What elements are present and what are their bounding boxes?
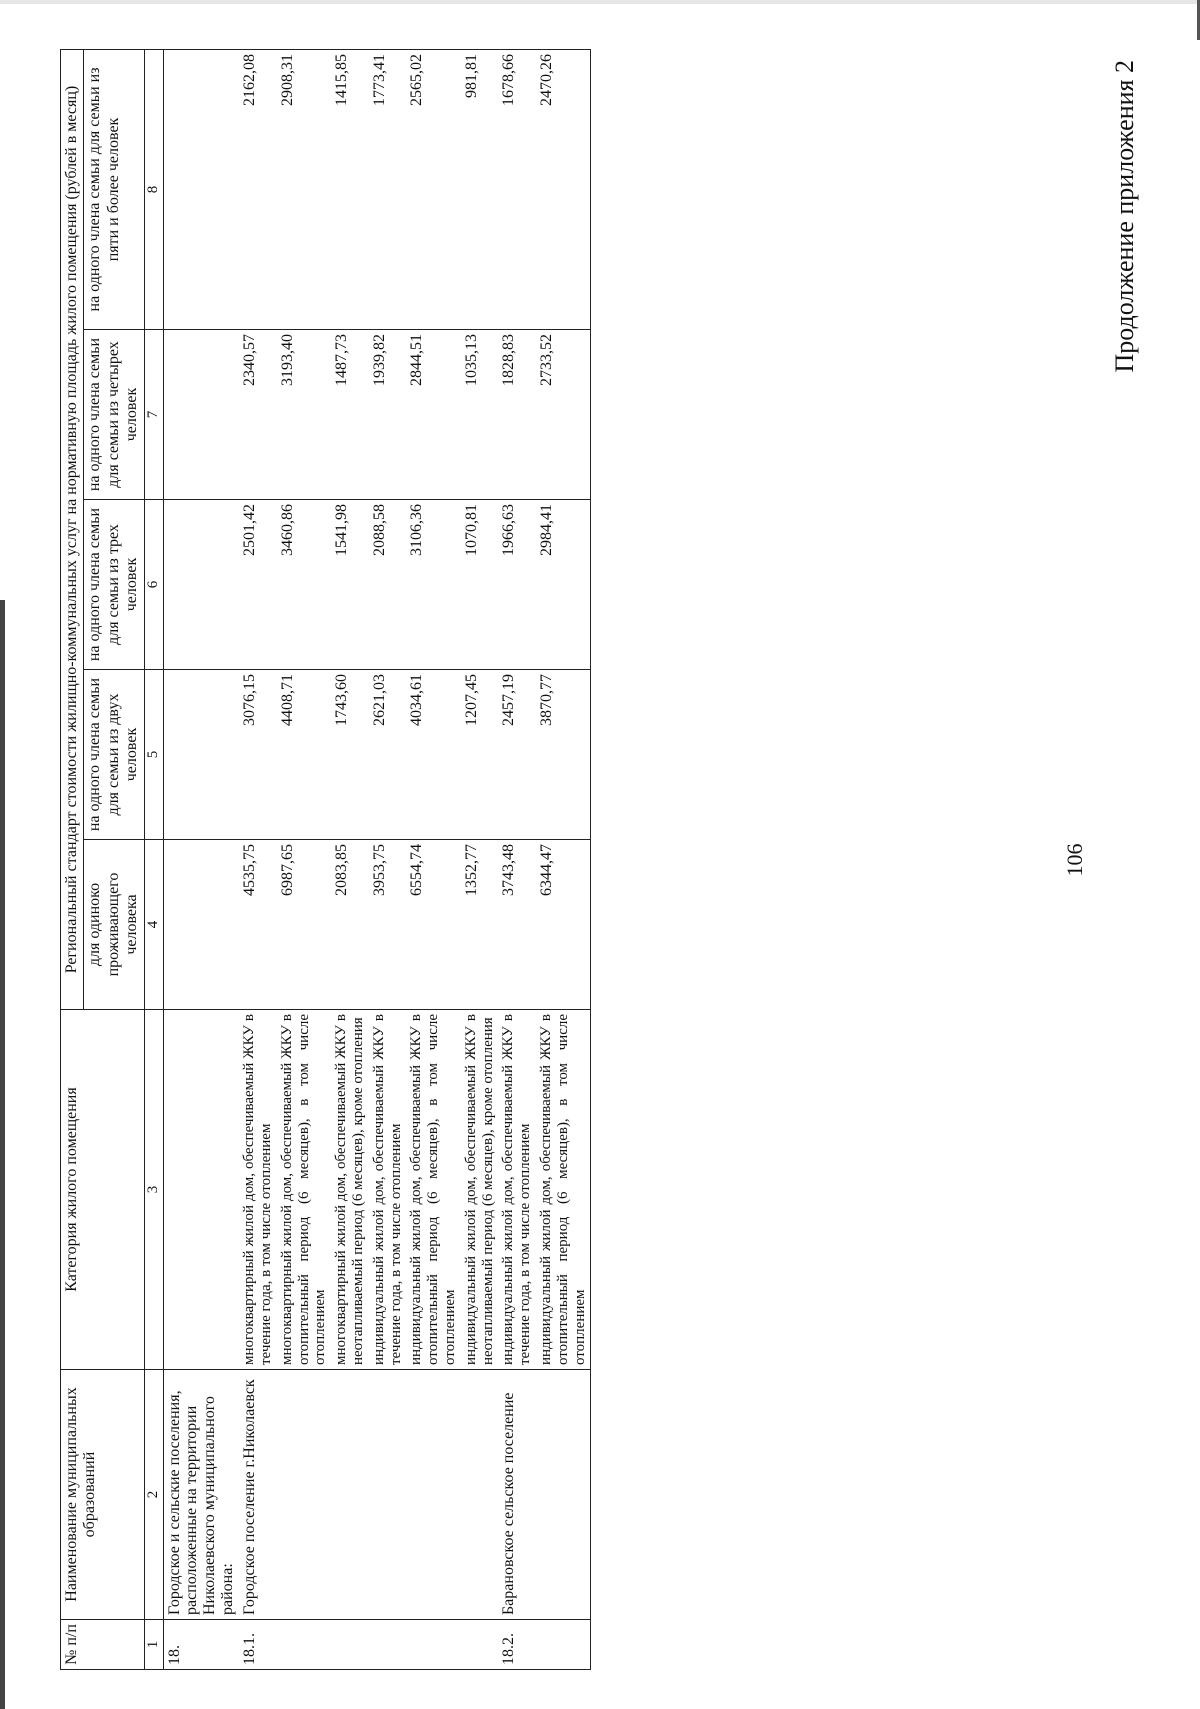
col-number: 5: [144, 670, 163, 840]
value-five: 1773,41: [369, 49, 407, 329]
value-two: 3076,15: [239, 670, 277, 840]
value-three: 1070,81: [461, 500, 499, 670]
value-four: [163, 330, 239, 500]
value-five: [163, 49, 239, 329]
row-no: [461, 1620, 499, 1670]
value-five: 981,81: [461, 49, 499, 329]
col-number: 1: [144, 1620, 163, 1670]
header-sub-4: на одного члена семьи для семьи из четырех человек: [84, 330, 144, 500]
row-category: [163, 1010, 239, 1370]
row-category: многоквартирный жилой дом, обеспечиваемый ЖКУ в течение года, в том числе отоплением: [239, 1010, 277, 1370]
continuation-title: Продолжение приложения 2: [1110, 60, 1139, 373]
value-four: 3193,40: [277, 330, 331, 500]
col-number: 7: [144, 330, 163, 500]
page-number: 106: [1062, 843, 1087, 877]
row-name: Городское поселение г.Николаевск: [239, 1370, 277, 1620]
value-four: 2733,52: [536, 330, 591, 500]
value-three: 2088,58: [369, 500, 407, 670]
row-no: [369, 1620, 407, 1670]
row-category: многоквартирный жилой дом, обеспечиваемый ЖКУ в неотапливаемый период (6 месяцев), кроме отопления: [331, 1010, 369, 1370]
value-four: 2340,57: [239, 330, 277, 500]
row-category: индивидуальный жилой дом, обеспечиваемый ЖКУ в отопительный период (6 месяцев), в том числе отоплением: [536, 1010, 591, 1370]
row-name: [331, 1370, 369, 1620]
value-five: 1415,85: [331, 49, 369, 329]
value-single: [163, 840, 239, 1010]
table-row: [461, 49, 499, 1669]
value-single: 4535,75: [239, 840, 277, 1010]
header-name: Наименование муниципальных образований: [61, 1370, 145, 1620]
value-three: [163, 500, 239, 670]
value-three: 3460,86: [277, 500, 331, 670]
header-sub-1: для одиноко проживающего человека: [84, 840, 144, 1010]
row-name: [461, 1370, 499, 1620]
row-category: индивидуальный жилой дом, обеспечиваемый ЖКУ в течение года, в том числе отоплением: [369, 1010, 407, 1370]
value-three: 2501,42: [239, 500, 277, 670]
table-row: [536, 49, 591, 1669]
value-four: 2844,51: [406, 330, 460, 500]
header-sub-2: на одного члена семьи для семьи из двух человек: [84, 670, 144, 840]
table-row: [406, 49, 460, 1669]
value-single: 6987,65: [277, 840, 331, 1010]
value-two: [163, 670, 239, 840]
col-number: 2: [144, 1370, 163, 1620]
value-two: 1743,60: [331, 670, 369, 840]
row-no: [406, 1620, 460, 1670]
value-two: 2621,03: [369, 670, 407, 840]
row-no: [277, 1620, 331, 1670]
value-three: 3106,36: [406, 500, 460, 670]
row-no: [536, 1620, 591, 1670]
value-five: 2565,02: [406, 49, 460, 329]
row-no: [331, 1620, 369, 1670]
row-name: Барановское сельское поселение: [498, 1370, 536, 1620]
standards-table: [60, 49, 591, 1670]
header-category: Категория жилого помещения: [61, 1010, 145, 1370]
value-three: 1541,98: [331, 500, 369, 670]
table-row: [239, 49, 277, 1669]
col-number: 8: [144, 49, 163, 329]
scan-edge-left: [0, 600, 5, 1709]
table-row: [498, 49, 536, 1669]
value-two: 4408,71: [277, 670, 331, 840]
value-five: 2470,26: [536, 49, 591, 329]
row-name: [277, 1370, 331, 1620]
value-three: 2984,41: [536, 500, 591, 670]
rotated-page: [20, 40, 1180, 1680]
table-row: [163, 49, 239, 1669]
row-no: 18.1.: [239, 1620, 277, 1670]
row-no: 18.2.: [498, 1620, 536, 1670]
value-single: 6554,74: [406, 840, 460, 1010]
value-single: 6344,47: [536, 840, 591, 1010]
value-two: 1207,45: [461, 670, 499, 840]
table-row: [331, 49, 369, 1669]
col-number: 4: [144, 840, 163, 1010]
row-name: [406, 1370, 460, 1620]
value-single: 2083,85: [331, 840, 369, 1010]
value-two: 2457,19: [498, 670, 536, 840]
row-name: [369, 1370, 407, 1620]
row-no: 18.: [163, 1620, 239, 1670]
header-standard: Региональный стандарт стоимости жилищно-коммунальных услуг на нормативную площадь жилого помещения (рублей в месяц): [61, 49, 84, 1009]
value-four: 1828,83: [498, 330, 536, 500]
value-five: 2162,08: [239, 49, 277, 329]
header-sub-3: на одного члена семьи для семьи из трех человек: [84, 500, 144, 670]
value-five: 2908,31: [277, 49, 331, 329]
value-five: 1678,66: [498, 49, 536, 329]
scan-edge-top: [0, 0, 1200, 4]
value-single: 3953,75: [369, 840, 407, 1010]
row-category: многоквартирный жилой дом, обеспечиваемый ЖКУ в отопительный период (6 месяцев), в том числе отоплением: [277, 1010, 331, 1370]
value-four: 1939,82: [369, 330, 407, 500]
value-two: 3870,77: [536, 670, 591, 840]
value-three: 1966,63: [498, 500, 536, 670]
header-sub-5: на одного члена семьи для семьи из пяти и более человек: [84, 49, 144, 329]
row-name: Городское и сельские поселения, расположенные на территории Николаевского муниципального района:: [163, 1370, 239, 1620]
row-category: индивидуальный жилой дом, обеспечиваемый ЖКУ в отопительный период (6 месяцев), в том числе отоплением: [406, 1010, 460, 1370]
row-name: [536, 1370, 591, 1620]
value-four: 1035,13: [461, 330, 499, 500]
value-single: 1352,77: [461, 840, 499, 1010]
row-category: индивидуальный жилой дом, обеспечиваемый ЖКУ в течение года, в том числе отоплением: [498, 1010, 536, 1370]
col-number: 3: [144, 1010, 163, 1370]
table-row: [369, 49, 407, 1669]
header-no: № п/п: [61, 1620, 145, 1670]
value-four: 1487,73: [331, 330, 369, 500]
value-two: 4034,61: [406, 670, 460, 840]
value-single: 3743,48: [498, 840, 536, 1010]
row-category: индивидуальный жилой дом, обеспечиваемый ЖКУ в неотапливаемый период (6 месяцев), кроме отопления: [461, 1010, 499, 1370]
col-number: 6: [144, 500, 163, 670]
table-row: [277, 49, 331, 1669]
